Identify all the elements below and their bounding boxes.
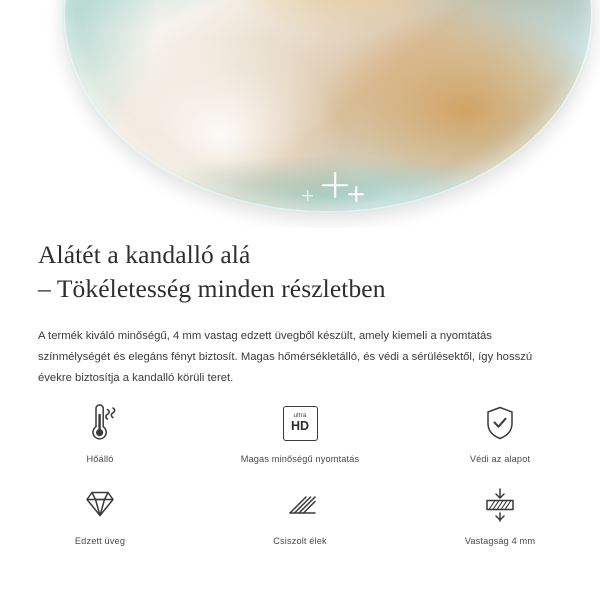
feature-label: Hőálló xyxy=(86,454,114,464)
feature-grid xyxy=(0,400,600,546)
thermometer-icon xyxy=(80,400,120,446)
feature-label: Magas minőségű nyomtatás xyxy=(240,454,360,464)
hero-product-image xyxy=(0,0,600,228)
feature-label: Edzett üveg xyxy=(74,536,126,546)
feature-item-heat-resistant xyxy=(0,400,200,464)
feature-item-tempered-glass xyxy=(0,482,200,546)
feature-item-thickness xyxy=(400,482,600,546)
glass-plate-graphic xyxy=(62,0,594,214)
shield-check-icon xyxy=(480,400,520,446)
ultra-hd-badge-top: ultra xyxy=(293,412,307,420)
feature-label: Csiszolt élek xyxy=(273,536,327,546)
text-content xyxy=(0,228,600,389)
headline-line-1: Alátét a kandalló alá xyxy=(38,240,251,269)
product-description: A termék kiváló minőségű, 4 mm vastag edzett üvegből készült, amely kiemeli a nyomtatás színmélységét és elegáns fényt biztosít. Magas hőmérsékletálló, és védi a sérülésektől, így hosszú évekre biztosítja a kandalló körüli teret. xyxy=(38,330,533,385)
ultra-hd-badge-bottom: HD xyxy=(290,419,310,434)
feature-label: Vastagság 4 mm xyxy=(464,536,536,546)
feature-label: Védi az alapot xyxy=(469,454,531,464)
diamond-icon xyxy=(79,482,121,528)
thickness-arrows-icon xyxy=(479,482,521,528)
polished-edge-icon xyxy=(279,482,321,528)
headline-line-2: – Tökéletesség minden részletben xyxy=(38,273,386,303)
feature-item-surface-protection xyxy=(400,400,600,464)
ultra-hd-icon xyxy=(283,400,318,446)
feature-item-polished-edges xyxy=(200,482,400,546)
page-title xyxy=(0,228,600,305)
feature-item-print-quality xyxy=(200,400,400,464)
